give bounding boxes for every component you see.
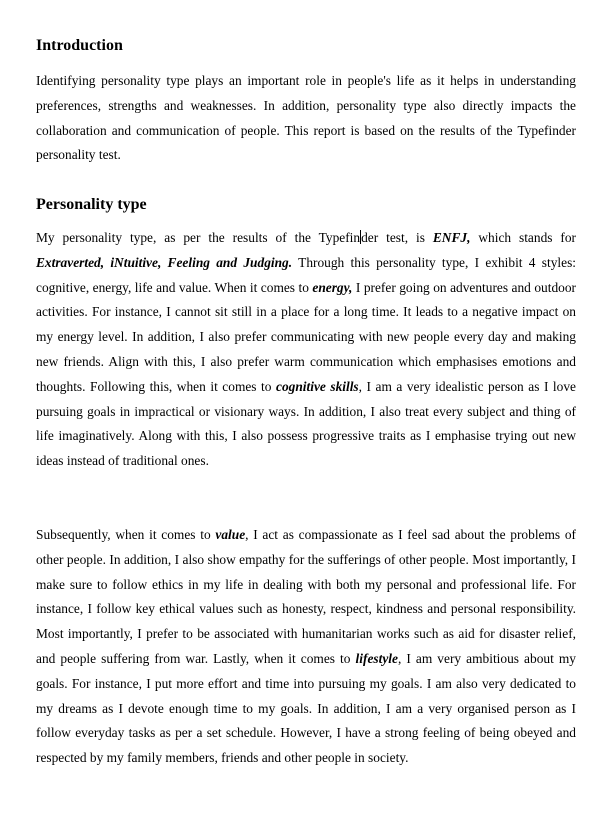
emphasis-lifestyle: lifestyle [355,650,398,666]
emphasis-enfj: ENFJ, [432,230,471,245]
personality-paragraph-1[interactable] [36,226,576,474]
emphasis-enfj-expansion: Extraverted, iNtuitive, Feeling and Judging. [36,254,293,270]
personality-paragraph-2[interactable] [36,523,576,771]
text-run: , I am a very idealistic person as I love pursuing goals in impractical or visionary ways. In addition, I also treat every subject and thing of life imaginatively. Along with this, I also possess progressive traits as I emphasise trying out new ideas instead of traditional ones. [36,378,576,469]
personality-type-heading: Personality type [36,196,147,213]
text-run: , I am very ambitious about my goals. For instance, I put more effort and time into pursuing my goals. I am also very dedicated to my dreams as I devote enough time to my goals. In addition, I am a very organised person as I follow everyday tasks as per a set schedule. However, I have a strong feeling of being obeyed and respected by my family members, friends and other people in society. [36,650,576,766]
introduction-paragraph[interactable]: Identifying personality type plays an important role in people's life as it helps in understanding preferences, strengths and weaknesses. In addition, personality type also directly impacts the collaboration and communication of people. This report is based on the results of the Typefinder personality test. [36,73,576,163]
text-run: My personality type, as per the results of the Typefin [36,230,361,245]
emphasis-cognitive-skills: cognitive skills [276,378,359,394]
emphasis-energy: energy, [312,279,353,295]
text-run: which stands for [470,230,577,245]
emphasis-value: value [215,527,246,542]
text-run: Through this personality type, I exhibit 4 styles: cognitive, energy, life and value. When it comes to [36,254,576,295]
text-run: der test, is [361,230,433,245]
text-run: I prefer going on adventures and outdoor activities. For instance, I cannot sit still in a place for a long time. It leads to a negative impact on my energy level. In addition, I also prefer communicating with new people every day and making new friends. Align with this, I also prefer warm communication which emphasises emotions and thoughts. Following this, when it comes to [36,279,576,394]
text-run: , I act as compassionate as I feel sad about the problems of other people. In addition, I also show empathy for the sufferings of other people. Most importantly, I make sure to follow ethics in my life in dealing with both my personal and professional life. For instance, I follow key ethical values such as honesty, respect, kindness and personal responsibility. Most importantly, I prefer to be associated with humanitarian works such as aid for disaster relief, and people suffering from war. Lastly, when it comes to [36,527,576,666]
introduction-heading: Introduction [36,37,123,54]
text-run: Subsequently, when it comes to [36,527,216,542]
